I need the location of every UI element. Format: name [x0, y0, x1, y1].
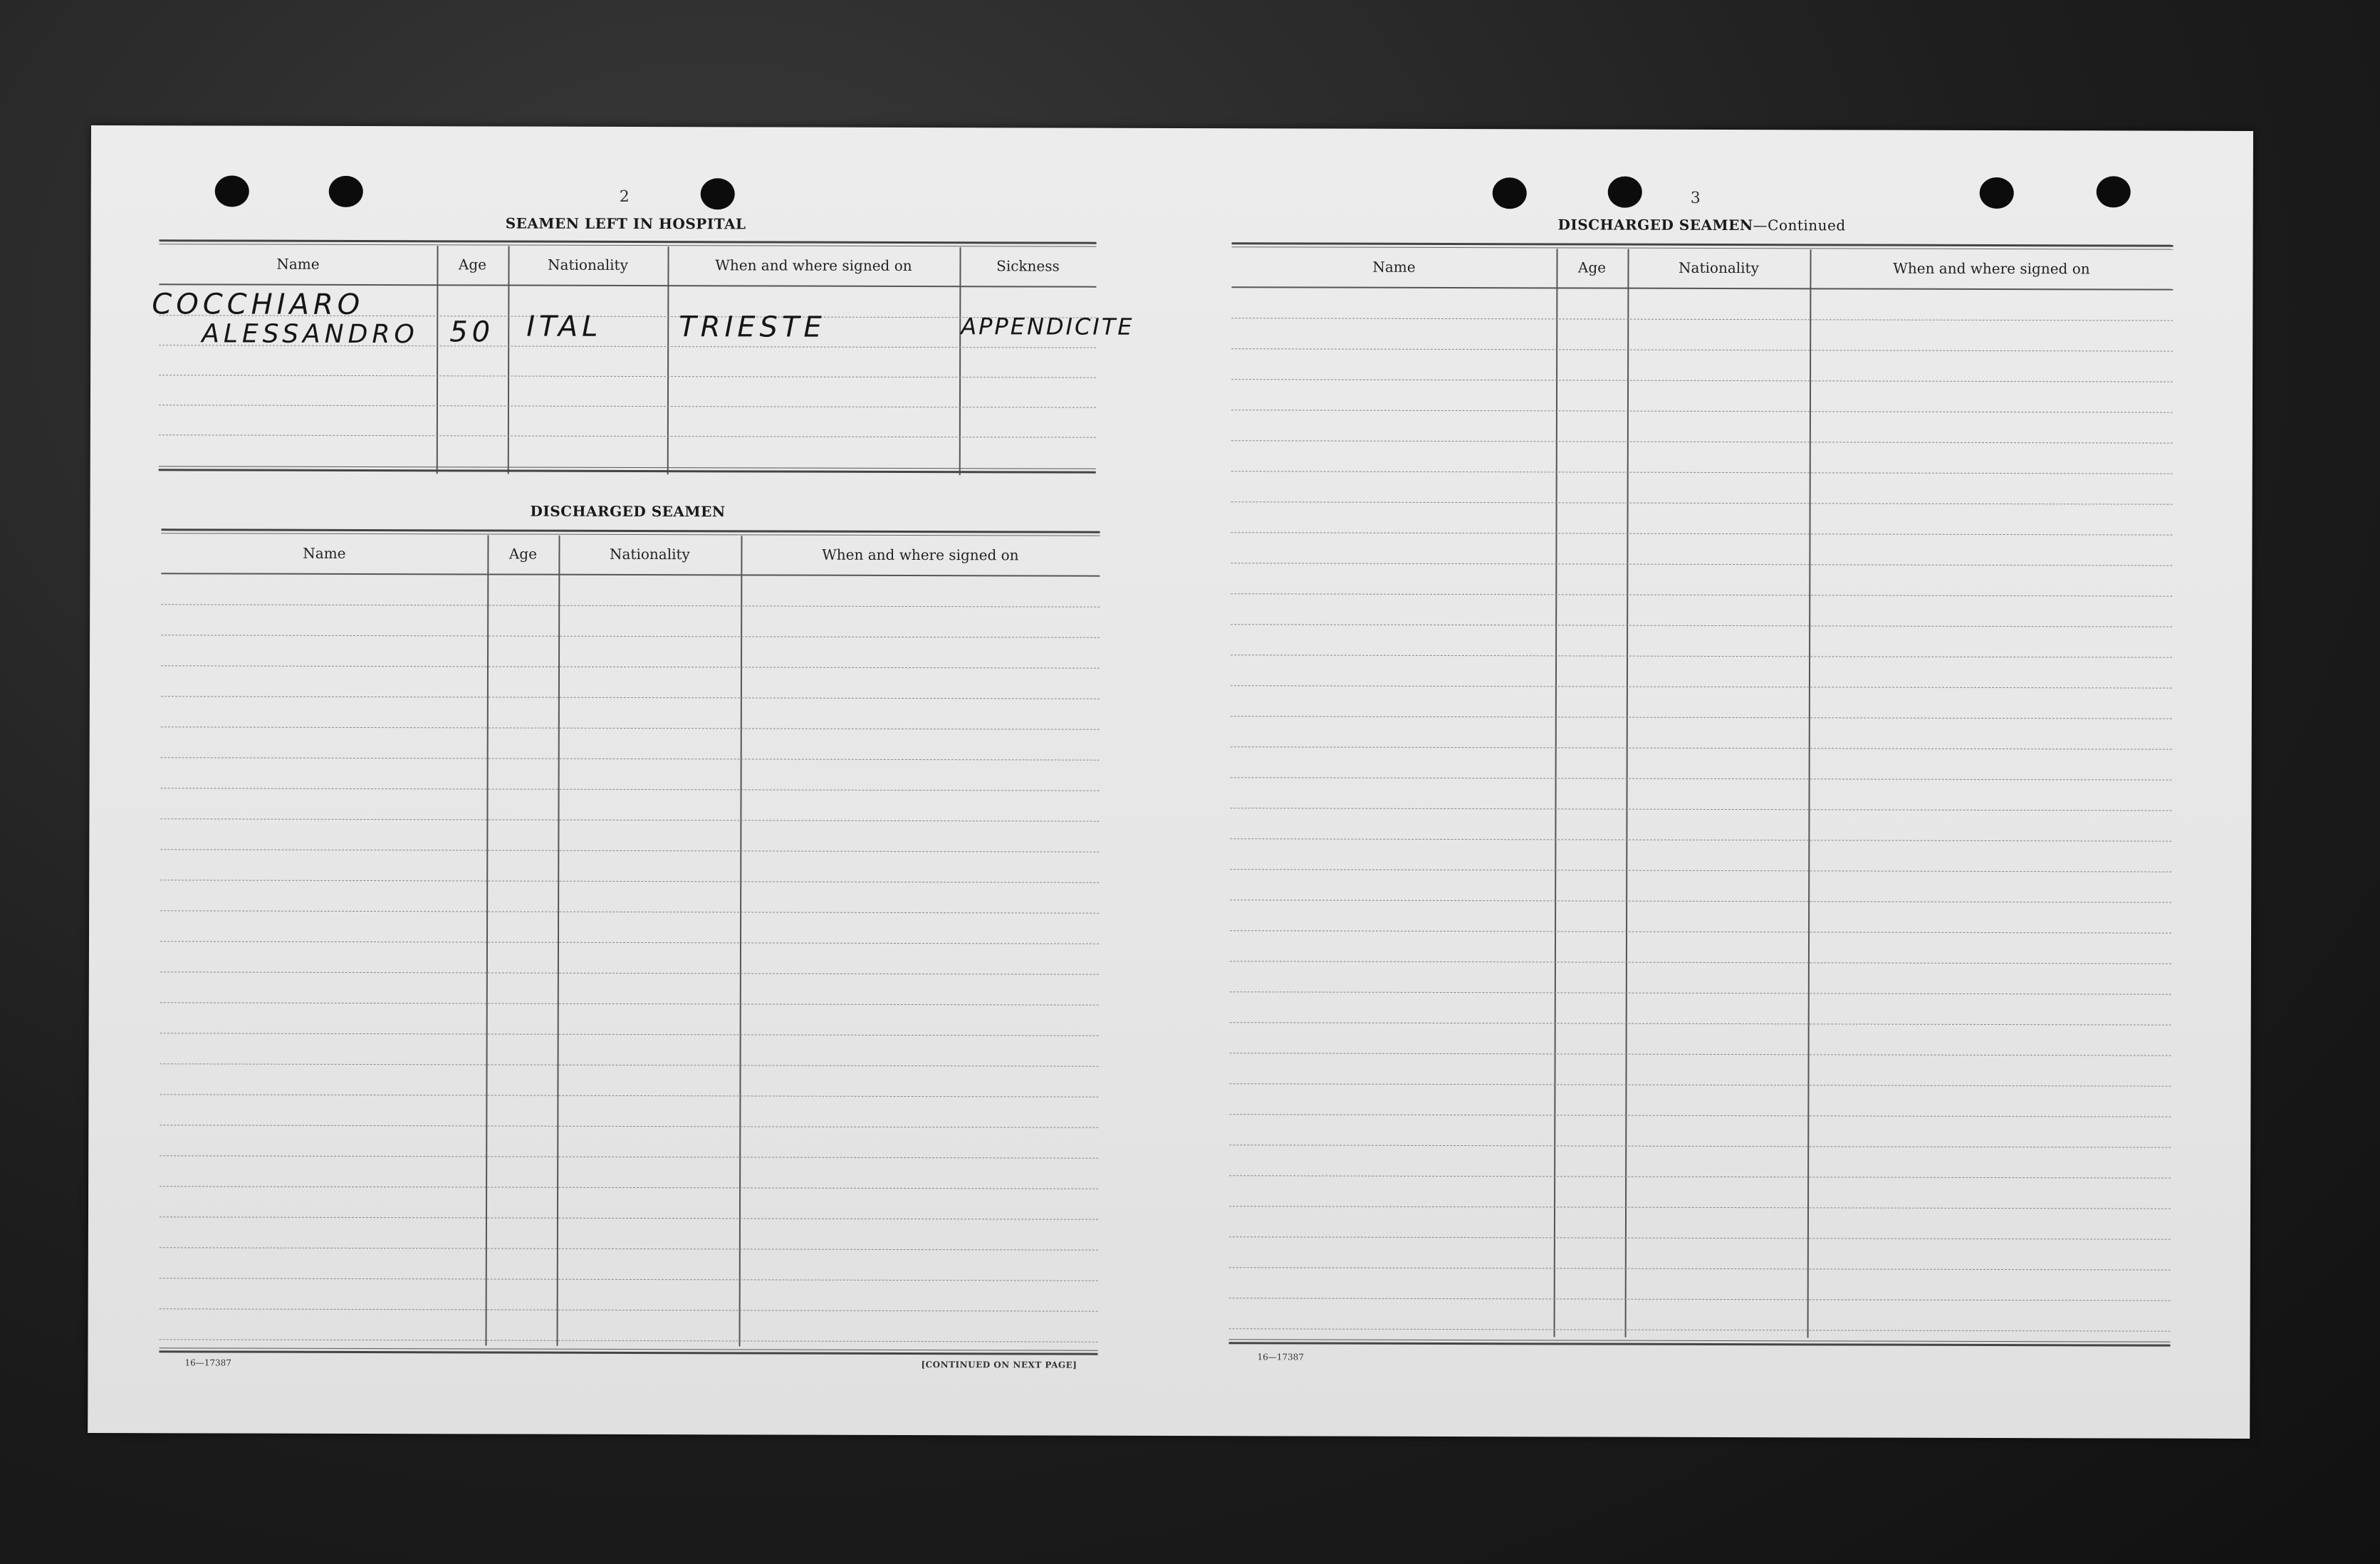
- table-row: [1229, 1175, 2171, 1178]
- table-row: [160, 1216, 1098, 1219]
- col-head-nationality: Nationality: [609, 545, 690, 563]
- table-row: [160, 1094, 1098, 1097]
- table-row: [1230, 900, 2171, 902]
- continued-note: [CONTINUED ON NEXT PAGE]: [921, 1360, 1077, 1370]
- punch-hole: [1608, 177, 1642, 208]
- table-row: [1231, 655, 2172, 657]
- table-row: [1231, 685, 2172, 688]
- table-row: [1230, 808, 2171, 810]
- col-head-name: Name: [303, 544, 346, 562]
- table-row: [1229, 1267, 2171, 1270]
- entry-nationality: ITAL: [526, 310, 602, 343]
- discharged-table-right: [1229, 242, 2173, 1345]
- table-row: [1231, 593, 2172, 596]
- table-row: [160, 818, 1099, 821]
- table-row: [1230, 838, 2171, 841]
- table-row: [160, 971, 1099, 974]
- discharged-section-title: DISCHARGED SEAMEN: [530, 502, 726, 521]
- table-row: [1231, 777, 2172, 780]
- table-row: [1229, 1114, 2171, 1117]
- table-row: [160, 941, 1099, 944]
- table-row: [1229, 1328, 2171, 1331]
- table-row: [160, 1278, 1098, 1281]
- table-row: [160, 1002, 1099, 1005]
- table-row: [161, 726, 1100, 729]
- table-row: [1229, 1236, 2171, 1239]
- table-row: [1231, 501, 2173, 504]
- entry-surname: COCCHIARO: [152, 288, 365, 322]
- col-head-signed-on: When and where signed on: [715, 256, 912, 275]
- table-row: [1229, 1206, 2171, 1209]
- table-row: [1231, 716, 2172, 719]
- table-row: [1229, 1083, 2171, 1086]
- col-head-age: Age: [1577, 259, 1607, 276]
- discharged-continued-title-main: DISCHARGED SEAMEN: [1557, 216, 1753, 234]
- table-row: [160, 1125, 1098, 1127]
- table-row: [160, 849, 1099, 852]
- discharged-table-left: [159, 528, 1100, 1357]
- col-head-nationality: Nationality: [548, 256, 628, 273]
- punch-hole: [2097, 176, 2131, 207]
- table-row: [160, 1033, 1099, 1036]
- table-row: [160, 880, 1099, 882]
- punch-hole: [329, 176, 363, 207]
- entry-given-name: ALESSANDRO: [202, 319, 419, 350]
- punch-hole: [215, 175, 249, 207]
- punch-hole: [1980, 177, 2014, 209]
- table-row: [160, 1063, 1099, 1066]
- table-row: [1231, 379, 2173, 382]
- table-row: [161, 788, 1100, 791]
- table-row: [160, 1247, 1098, 1250]
- table-row: [160, 910, 1099, 913]
- table-row: [1231, 318, 2173, 320]
- col-head-sickness: Sickness: [996, 257, 1060, 275]
- col-head-nationality: Nationality: [1679, 259, 1759, 277]
- table-row: [160, 1339, 1098, 1342]
- table-row: [1229, 1145, 2171, 1147]
- table-row: [1231, 532, 2173, 535]
- table-row: [1231, 746, 2172, 749]
- table-row: [161, 665, 1100, 668]
- table-row: [1231, 624, 2172, 627]
- right-page-number: 3: [1690, 189, 1701, 207]
- discharged-continued-suffix: —Continued: [1753, 217, 1846, 234]
- punch-hole: [1493, 177, 1527, 209]
- table-row: [1231, 471, 2173, 474]
- table-row: [161, 696, 1100, 699]
- table-row: [160, 1308, 1098, 1311]
- table-row: [160, 1155, 1098, 1158]
- form-code-left: 16—17387: [184, 1357, 231, 1368]
- left-page-number: 2: [619, 187, 630, 206]
- manifest-sheet: [88, 125, 2253, 1439]
- col-head-age: Age: [508, 545, 538, 563]
- table-row: [161, 635, 1100, 637]
- table-row: [160, 1186, 1098, 1189]
- col-head-name: Name: [1372, 258, 1416, 276]
- table-row: [1231, 440, 2173, 443]
- table-row: [1231, 348, 2173, 351]
- table-row: [1229, 1298, 2171, 1300]
- punch-hole: [701, 178, 735, 209]
- table-row: [1230, 991, 2171, 994]
- table-row: [1231, 563, 2172, 565]
- entry-sickness: APPENDICITE: [961, 313, 1134, 340]
- col-head-signed-on: When and where signed on: [1893, 259, 2090, 278]
- table-row: [1231, 410, 2173, 412]
- table-row: [1230, 930, 2171, 933]
- col-head-name: Name: [276, 255, 320, 273]
- col-head-signed-on: When and where signed on: [822, 546, 1019, 564]
- table-row: [161, 604, 1100, 607]
- hospital-section-title: SEAMEN LEFT IN HOSPITAL: [505, 214, 746, 233]
- hospital-table: [152, 239, 1134, 484]
- table-row: [1230, 869, 2171, 872]
- form-code-right: 16—17387: [1257, 1352, 1304, 1362]
- table-row: [1230, 1022, 2171, 1025]
- entry-signed-on: TRIESTE: [679, 311, 826, 344]
- col-head-age: Age: [458, 256, 487, 273]
- table-row: [161, 757, 1100, 760]
- discharged-continued-title: [1232, 215, 2172, 234]
- table-row: [1230, 961, 2171, 964]
- table-row: [1230, 1053, 2171, 1055]
- entry-age: 50: [449, 316, 495, 349]
